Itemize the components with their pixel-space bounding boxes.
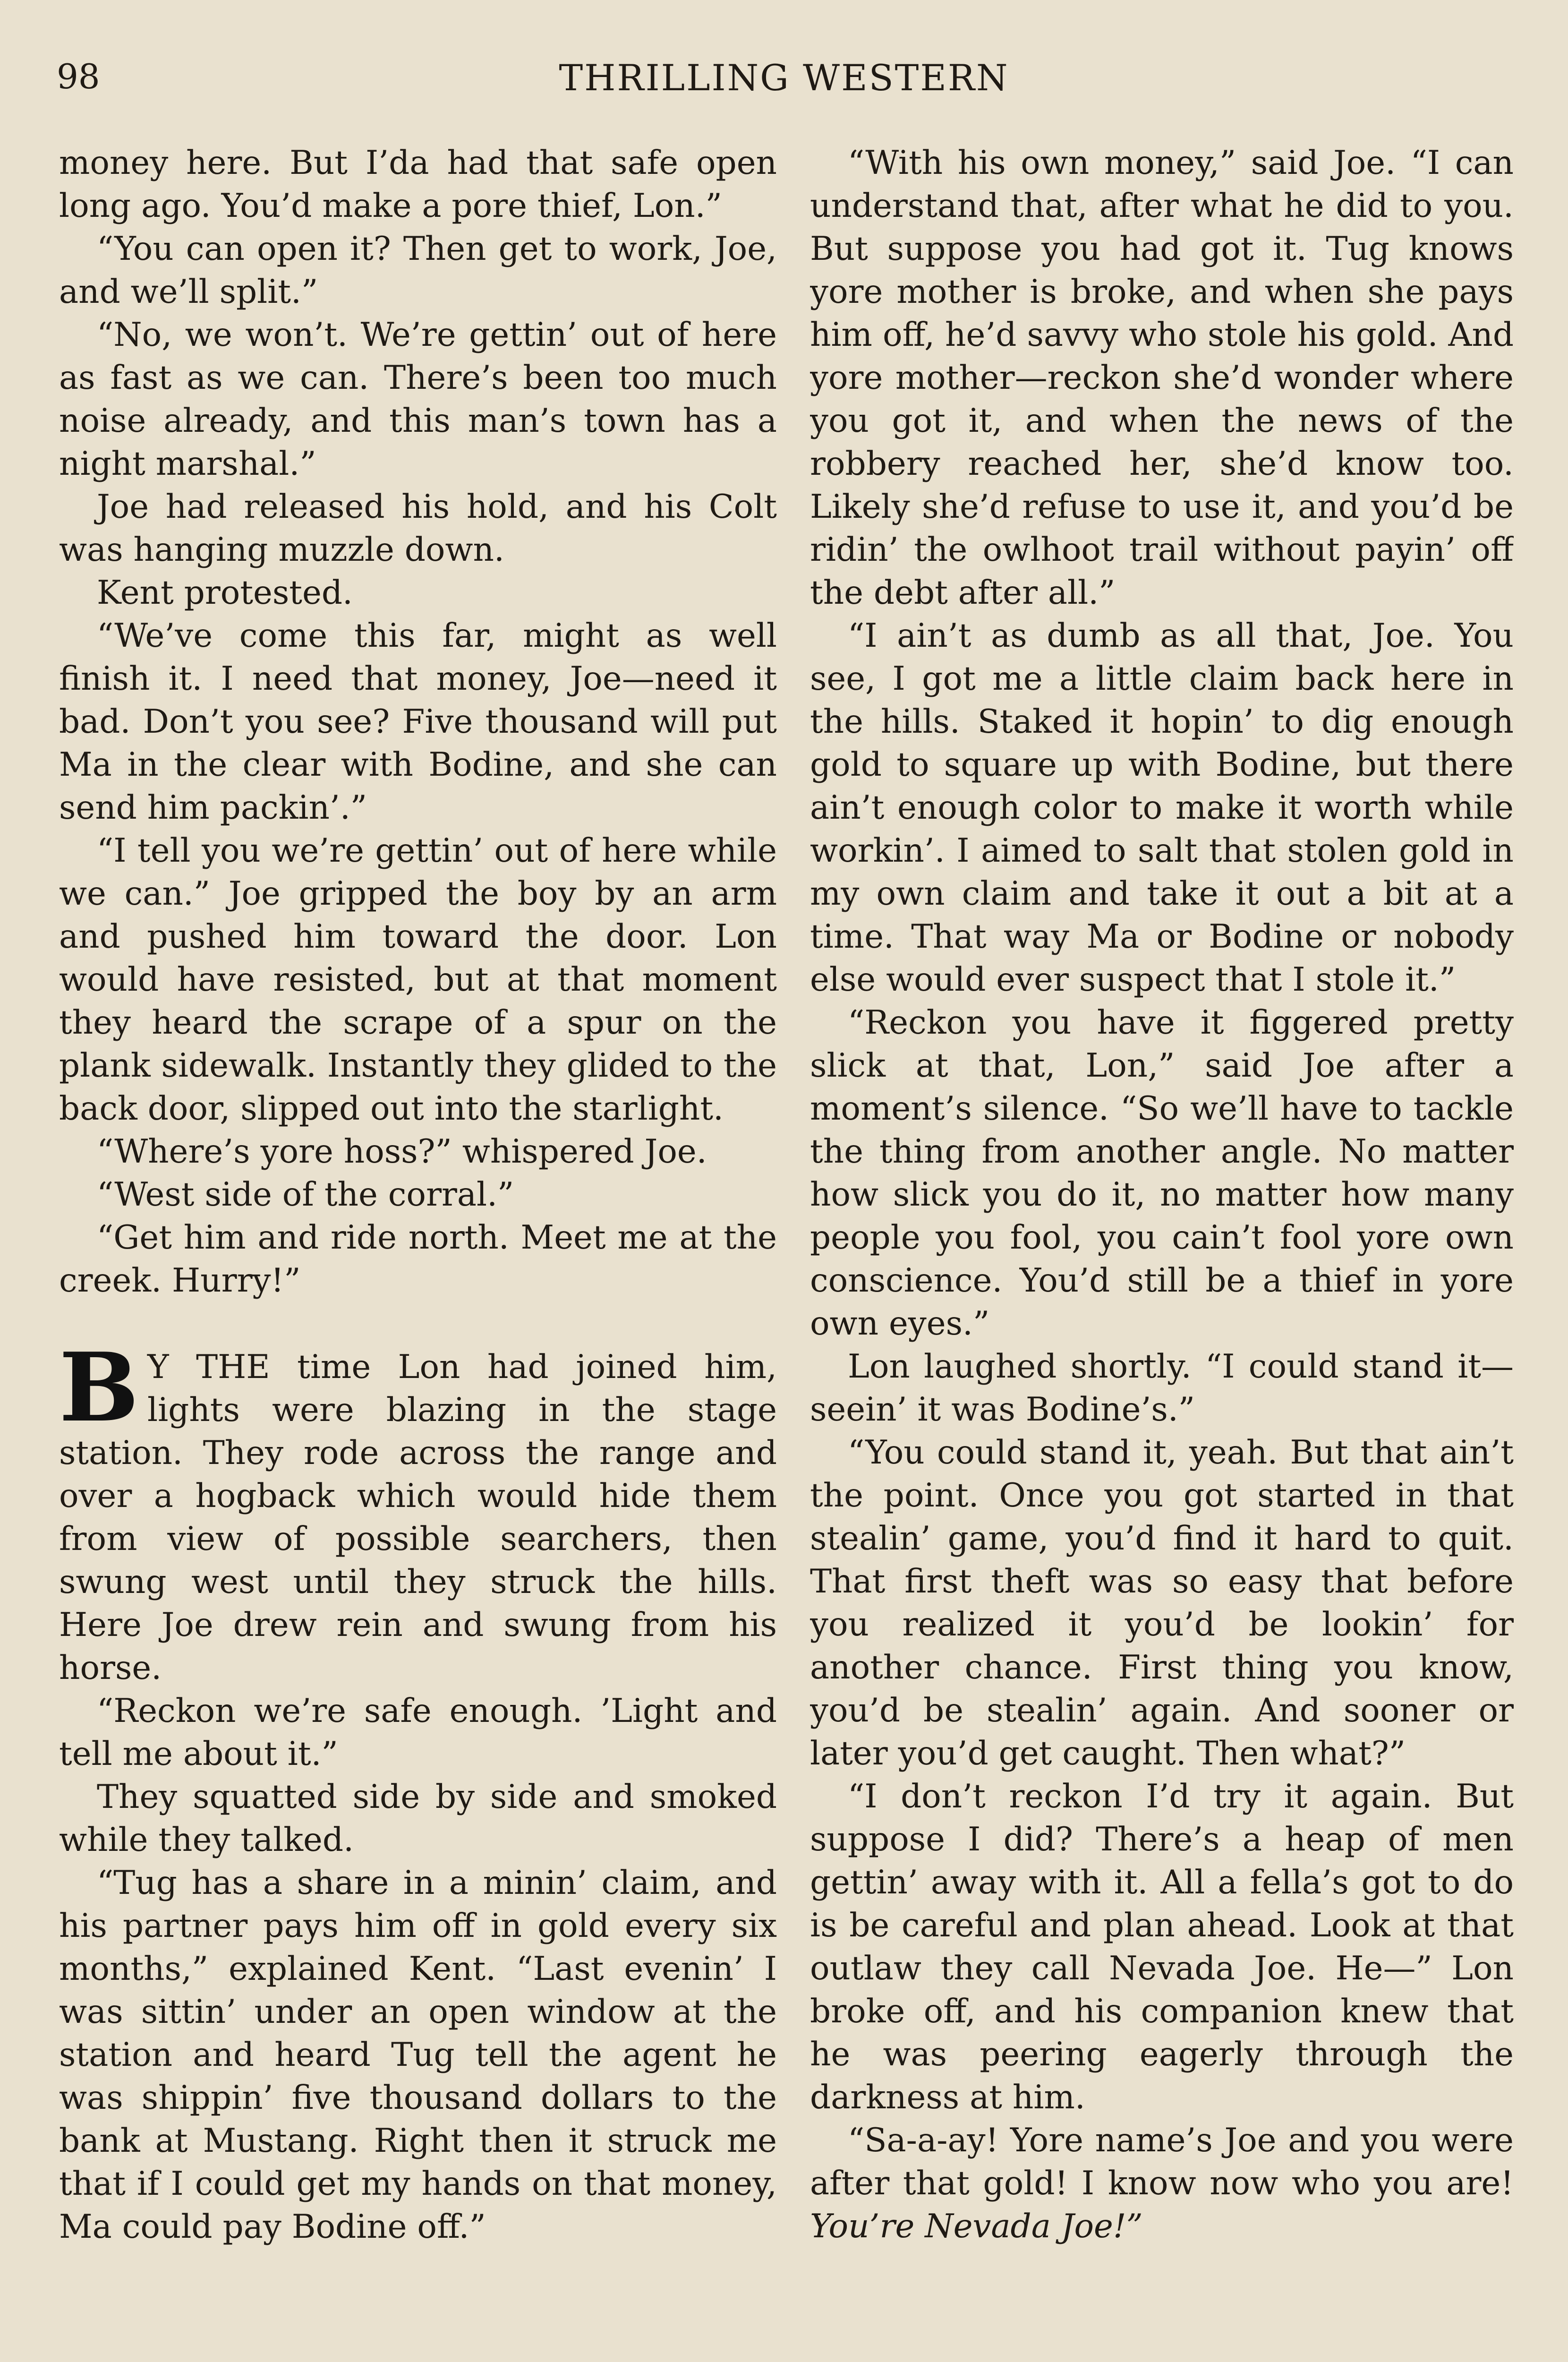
right-column <box>810 142 1514 2362</box>
paragraph: Lon laughed shortly. “I could stand it—seein’ it was Bodine’s.” <box>810 1348 1514 1429</box>
paragraph: “I don’t reckon I’d try it again. But suppose I did? There’s a heap of men gettin’ away with it. All a fella’s got to do is be careful and plan ahead. Look at that outlaw they call Nevada Joe. He—” Lon broke off, and his companion knew that he was peering eagerly through the darkness at him. <box>810 1778 1514 2116</box>
paragraph: “You could stand it, yeah. But that ain’t the point. Once you got started in that stealin’ game, you’d find it hard to quit. That first theft was so easy that before you realized it you’d be lookin’ for another chance. First thing you know, you’d be stealin’ again. And sooner or later you’d get caught. Then what?” <box>810 1434 1514 1772</box>
paragraph: “West side of the corral.” <box>97 1176 514 1214</box>
paragraph: “Tug has a share in a minin’ claim, and his partner pays him off in gold every six months,” explained Kent. “Last evenin’ I was sittin’ under an open window at the station and heard Tug tell the agent he was shippin’ five thousand dollars to the bank at Mustang. Right then it struck me that if I could get my hands on that money, Ma could pay Bodine off.” <box>59 1864 777 2246</box>
drop-cap-letter: B <box>59 1332 139 1443</box>
page-number: 98 <box>57 57 100 96</box>
paragraph: “Reckon you have it figgered pretty slick at that, Lon,” said Joe after a moment’s silence. “So we’ll have to tackle the thing from another angle. No matter how slick you do it, no matter how many people you fool, you cain’t fool yore own conscience. You’d still be a thief in yore own eyes.” <box>810 1004 1514 1343</box>
paragraph: Kent protested. <box>97 574 353 612</box>
dropcap-paragraph <box>59 1332 777 1690</box>
paragraph: Joe had released his hold, and his Colt was hanging muzzle down. <box>59 488 777 569</box>
paragraph: “I tell you we’re gettin’ out of here while we can.” Joe gripped the boy by an arm and pushed him toward the door. Lon would have resisted, but at that moment they heard the scrape of a spur on the plank sidewalk. Instantly they glided to the back door, slipped out into the starlight. <box>59 832 777 1128</box>
final-paragraph-italic: You’re Nevada Joe!” <box>810 2208 1143 2245</box>
paragraph: “I ain’t as dumb as all that, Joe. You see, I got me a little claim back here in the hills. Staked it hopin’ to dig enough gold to square up with Bodine, but there ain’t enough color to make it worth while workin’. I aimed to salt that stolen gold in my own claim and take it out a bit at a time. That way Ma or Bodine or nobody else would ever suspect that I stole it.” <box>810 617 1514 999</box>
paragraph: “No, we won’t. We’re gettin’ out of here as fast as we can. There’s been too much noise already, and this man’s town has a night marshal.” <box>59 316 777 483</box>
paragraph: “Get him and ride north. Meet me at the creek. Hurry!” <box>59 1219 777 1300</box>
paragraph: “We’ve come this far, might as well finish it. I need that money, Joe—need it bad. Don’t you see? Five thousand will put Ma in the clear with Bodine, and she can send him packin’.” <box>59 617 777 827</box>
dropcap-paragraph-text: Y THE time Lon had joined him, lights were blazing in the stage station. They rode across the range and over a hogback which would hide them from view of possible searchers, then swung west until they struck the hills. Here Joe drew rein and swung from his horse. <box>59 1348 777 1687</box>
paragraph: “You can open it? Then get to work, Joe, and we’ll split.” <box>59 230 777 311</box>
paragraph: “With his own money,” said Joe. “I can understand that, after what he did to you. But suppose you had got it. Tug knows yore mother is broke, and when she pays him off, he’d savvy who stole his gold. And yore mother—reckon she’d wonder where you got it, and when the news of the robbery reached her, she’d know too. Likely she’d refuse to use it, and you’d be ridin’ the owlhoot trail without payin’ off the debt after all.” <box>810 144 1514 612</box>
running-title: THRILLING WESTERN <box>559 57 1009 99</box>
paragraph: They squatted side by side and smoked while they talked. <box>59 1778 777 1859</box>
final-paragraph <box>810 2119 1514 2248</box>
left-column <box>59 142 777 2362</box>
paragraph: money here. But I’da had that safe open long ago. You’d make a pore thief, Lon.” <box>59 144 777 225</box>
section-break <box>59 1302 777 1346</box>
page-header <box>57 52 1511 109</box>
paragraph: “Reckon we’re safe enough. ’Light and tell me about it.” <box>59 1692 777 1773</box>
paragraph: “Where’s yore hoss?” whispered Joe. <box>97 1133 707 1171</box>
final-paragraph-text: “Sa-a-ay! Yore name’s Joe and you were after that gold! I know now who you are! <box>810 2122 1514 2202</box>
